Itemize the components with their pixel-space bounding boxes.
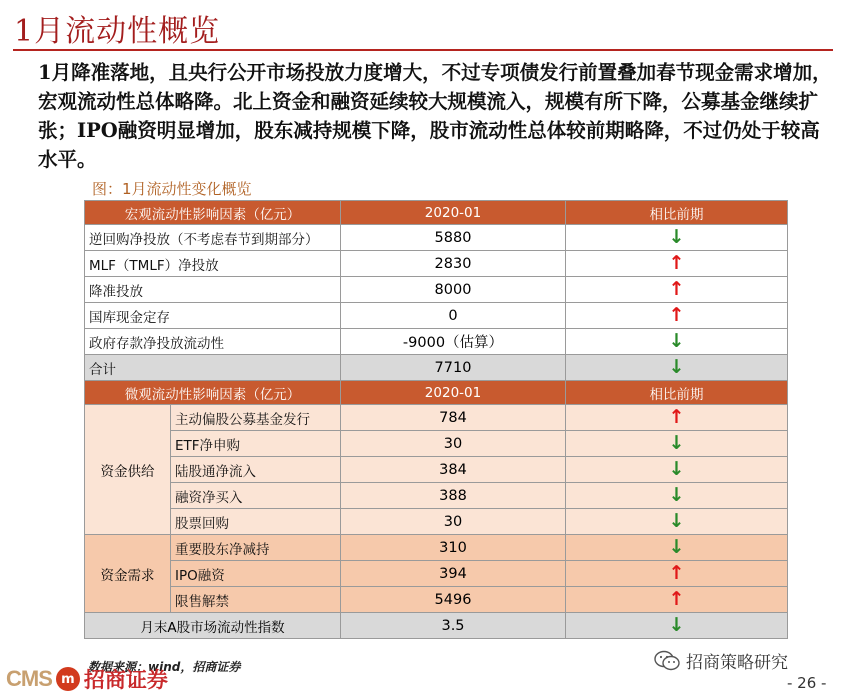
macro-header-period: 2020-01 <box>341 201 566 225</box>
table-row <box>85 431 788 457</box>
arrow-down-icon: ↓ <box>566 457 788 483</box>
arrow-up-icon: ↑ <box>566 561 788 587</box>
wechat-account-name: 招商策略研究 <box>686 653 788 673</box>
row-label: 股票回购 <box>171 509 341 535</box>
table-row <box>85 405 788 431</box>
arrow-down-icon: ↓ <box>566 431 788 457</box>
row-value: 7710 <box>341 355 566 381</box>
row-label: 主动偏股公募基金发行 <box>171 405 341 431</box>
group-label-supply: 资金供给 <box>85 405 171 535</box>
macro-header-change: 相比前期 <box>566 201 788 225</box>
table-row <box>85 225 788 251</box>
row-value: 5880 <box>341 225 566 251</box>
arrow-down-icon: ↓ <box>566 483 788 509</box>
micro-header-period: 2020-01 <box>341 381 566 405</box>
data-source: 数据来源：wind，招商证券 <box>88 660 241 674</box>
company-logo <box>6 664 168 694</box>
group-label-demand: 资金需求 <box>85 535 171 613</box>
row-value: 3.5 <box>341 613 566 639</box>
row-value: 30 <box>341 509 566 535</box>
arrow-down-icon: ↓ <box>566 613 788 639</box>
row-label: 降准投放 <box>85 277 341 303</box>
table-row <box>85 587 788 613</box>
row-value: 310 <box>341 535 566 561</box>
arrow-up-icon: ↑ <box>566 405 788 431</box>
micro-header-change: 相比前期 <box>566 381 788 405</box>
macro-header-row <box>85 201 788 225</box>
index-row <box>85 613 788 639</box>
arrow-down-icon: ↓ <box>566 509 788 535</box>
arrow-up-icon: ↑ <box>566 303 788 329</box>
row-value: 784 <box>341 405 566 431</box>
table-row <box>85 561 788 587</box>
page-title: 1月流动性概览 <box>14 14 221 49</box>
row-label: 重要股东净减持 <box>171 535 341 561</box>
arrow-down-icon: ↓ <box>566 225 788 251</box>
row-value: 0 <box>341 303 566 329</box>
page-number: - 26 - <box>787 674 827 692</box>
liquidity-table <box>84 200 787 639</box>
row-label: 政府存款净投放流动性 <box>85 329 341 355</box>
arrow-down-icon: ↓ <box>566 355 788 381</box>
wechat-icon <box>654 650 680 672</box>
wechat-watermark <box>654 648 788 673</box>
row-value: -9000（估算） <box>341 329 566 355</box>
table-row <box>85 535 788 561</box>
table-row <box>85 457 788 483</box>
arrow-up-icon: ↑ <box>566 251 788 277</box>
total-row <box>85 355 788 381</box>
row-label: 限售解禁 <box>171 587 341 613</box>
micro-header-row <box>85 381 788 405</box>
figure-caption: 图：1月流动性变化概览 <box>92 180 252 198</box>
row-label: ETF净申购 <box>171 431 341 457</box>
table-row <box>85 251 788 277</box>
row-value: 384 <box>341 457 566 483</box>
row-label: 融资净买入 <box>171 483 341 509</box>
row-value: 8000 <box>341 277 566 303</box>
arrow-down-icon: ↓ <box>566 329 788 355</box>
row-value: 2830 <box>341 251 566 277</box>
row-label: 国库现金定存 <box>85 303 341 329</box>
row-label: 合计 <box>85 355 341 381</box>
row-value: 388 <box>341 483 566 509</box>
summary-paragraph: 1月降准落地，且央行公开市场投放力度增大，不过专项债发行前置叠加春节现金需求增加，宏观流动性总体略降。北上资金和融资延续较大规模流入，规模有所下降，公募基金继续扩张；IPO融资明显增加，股东减持规模下降，股市流动性总体较前期略降，不过仍处于较高水平。 <box>38 61 832 171</box>
row-value: 30 <box>341 431 566 457</box>
arrow-down-icon: ↓ <box>566 535 788 561</box>
table-row <box>85 303 788 329</box>
title-divider <box>13 49 833 51</box>
row-value: 5496 <box>341 587 566 613</box>
row-label: IPO融资 <box>171 561 341 587</box>
logo-badge-icon: m <box>56 667 80 691</box>
arrow-up-icon: ↑ <box>566 277 788 303</box>
table-row <box>85 329 788 355</box>
row-label: 陆股通净流入 <box>171 457 341 483</box>
table-row <box>85 509 788 535</box>
table-row <box>85 277 788 303</box>
arrow-up-icon: ↑ <box>566 587 788 613</box>
logo-cms-text: CMS <box>6 666 52 691</box>
logo-cn-text: 招商证券 <box>83 667 168 692</box>
table-row <box>85 483 788 509</box>
row-value: 394 <box>341 561 566 587</box>
row-label: 逆回购净投放（不考虑春节到期部分） <box>85 225 341 251</box>
row-label: 月末A股市场流动性指数 <box>85 613 341 639</box>
row-label: MLF（TMLF）净投放 <box>85 251 341 277</box>
macro-header-factor: 宏观流动性影响因素（亿元） <box>85 201 341 225</box>
micro-header-factor: 微观流动性影响因素（亿元） <box>85 381 341 405</box>
